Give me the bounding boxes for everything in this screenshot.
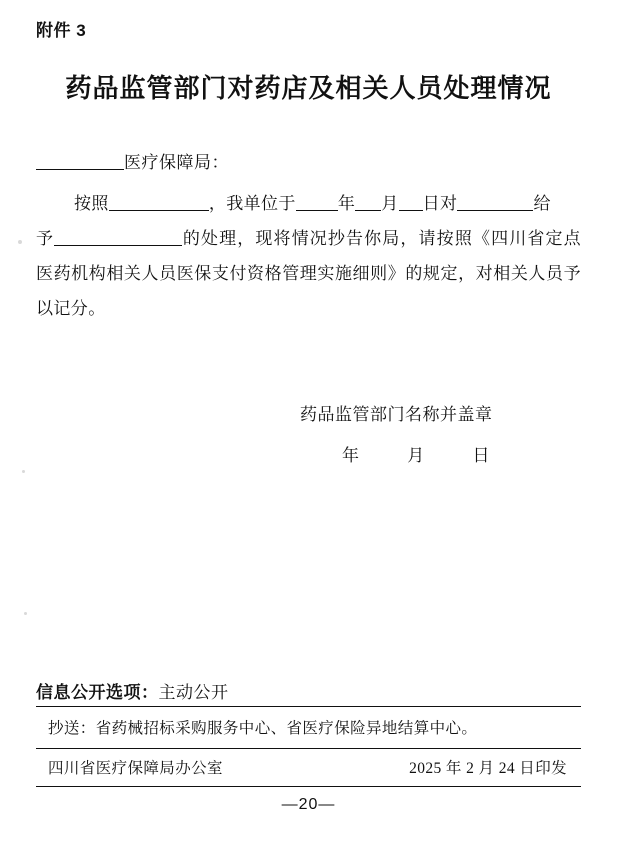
body-seg-7: 予 <box>36 229 55 248</box>
scan-speck <box>18 240 22 244</box>
body-blank-day <box>399 195 423 211</box>
recipient-line <box>36 148 229 173</box>
body-blank-subject <box>457 195 533 211</box>
page-number: —20— <box>281 796 336 813</box>
page-title: 药品监管部门对药店及相关人员处理情况 <box>65 73 552 103</box>
body-seg-1: 按照 <box>74 194 109 213</box>
footer-row <box>48 756 573 778</box>
footer-issuer: 四川省医疗保障局办公室 <box>48 760 223 777</box>
body-seg-3: 年 <box>337 194 356 213</box>
disclosure-label: 信息公开选项： <box>36 683 159 702</box>
body-blank-penalty <box>54 230 182 246</box>
divider-bottom <box>36 786 581 787</box>
footer-print-date: 2025 年 2 月 24 日印发 <box>409 760 567 777</box>
signature-organization: 药品监管部门名称并盖章 <box>300 405 493 424</box>
body-seg-4: 月 <box>381 194 399 213</box>
signature-date: 年 月 日 <box>342 446 512 465</box>
attachment-label: 附件 3 <box>36 21 87 40</box>
recipient-suffix: 医疗保障局： <box>124 153 229 172</box>
disclosure-option <box>36 678 229 703</box>
body-blank-year <box>296 195 338 211</box>
body-blank-basis <box>109 195 209 211</box>
body-blank-month <box>355 195 381 211</box>
body-seg-6: 给 <box>533 194 551 213</box>
body-seg-5: 日对 <box>422 194 458 213</box>
signature-block <box>300 400 580 466</box>
divider-top <box>36 706 581 707</box>
recipient-blank <box>36 153 124 170</box>
body-seg-2: ，我单位于 <box>208 194 296 213</box>
body-text <box>36 186 581 326</box>
cc-line: 抄送：省药械招标采购服务中心、省医疗保险异地结算中心。 <box>48 720 478 737</box>
divider-middle <box>36 748 581 749</box>
scan-speck <box>24 612 27 615</box>
scan-speck <box>22 470 25 473</box>
body-seg-8: 的处理，现将情况抄告你局，请按照《四川省定点医药机构相关人员医保支付资格管理实施细则》的规定，对相关人员予以记分。 <box>36 229 581 318</box>
disclosure-value: 主动公开 <box>158 683 229 702</box>
